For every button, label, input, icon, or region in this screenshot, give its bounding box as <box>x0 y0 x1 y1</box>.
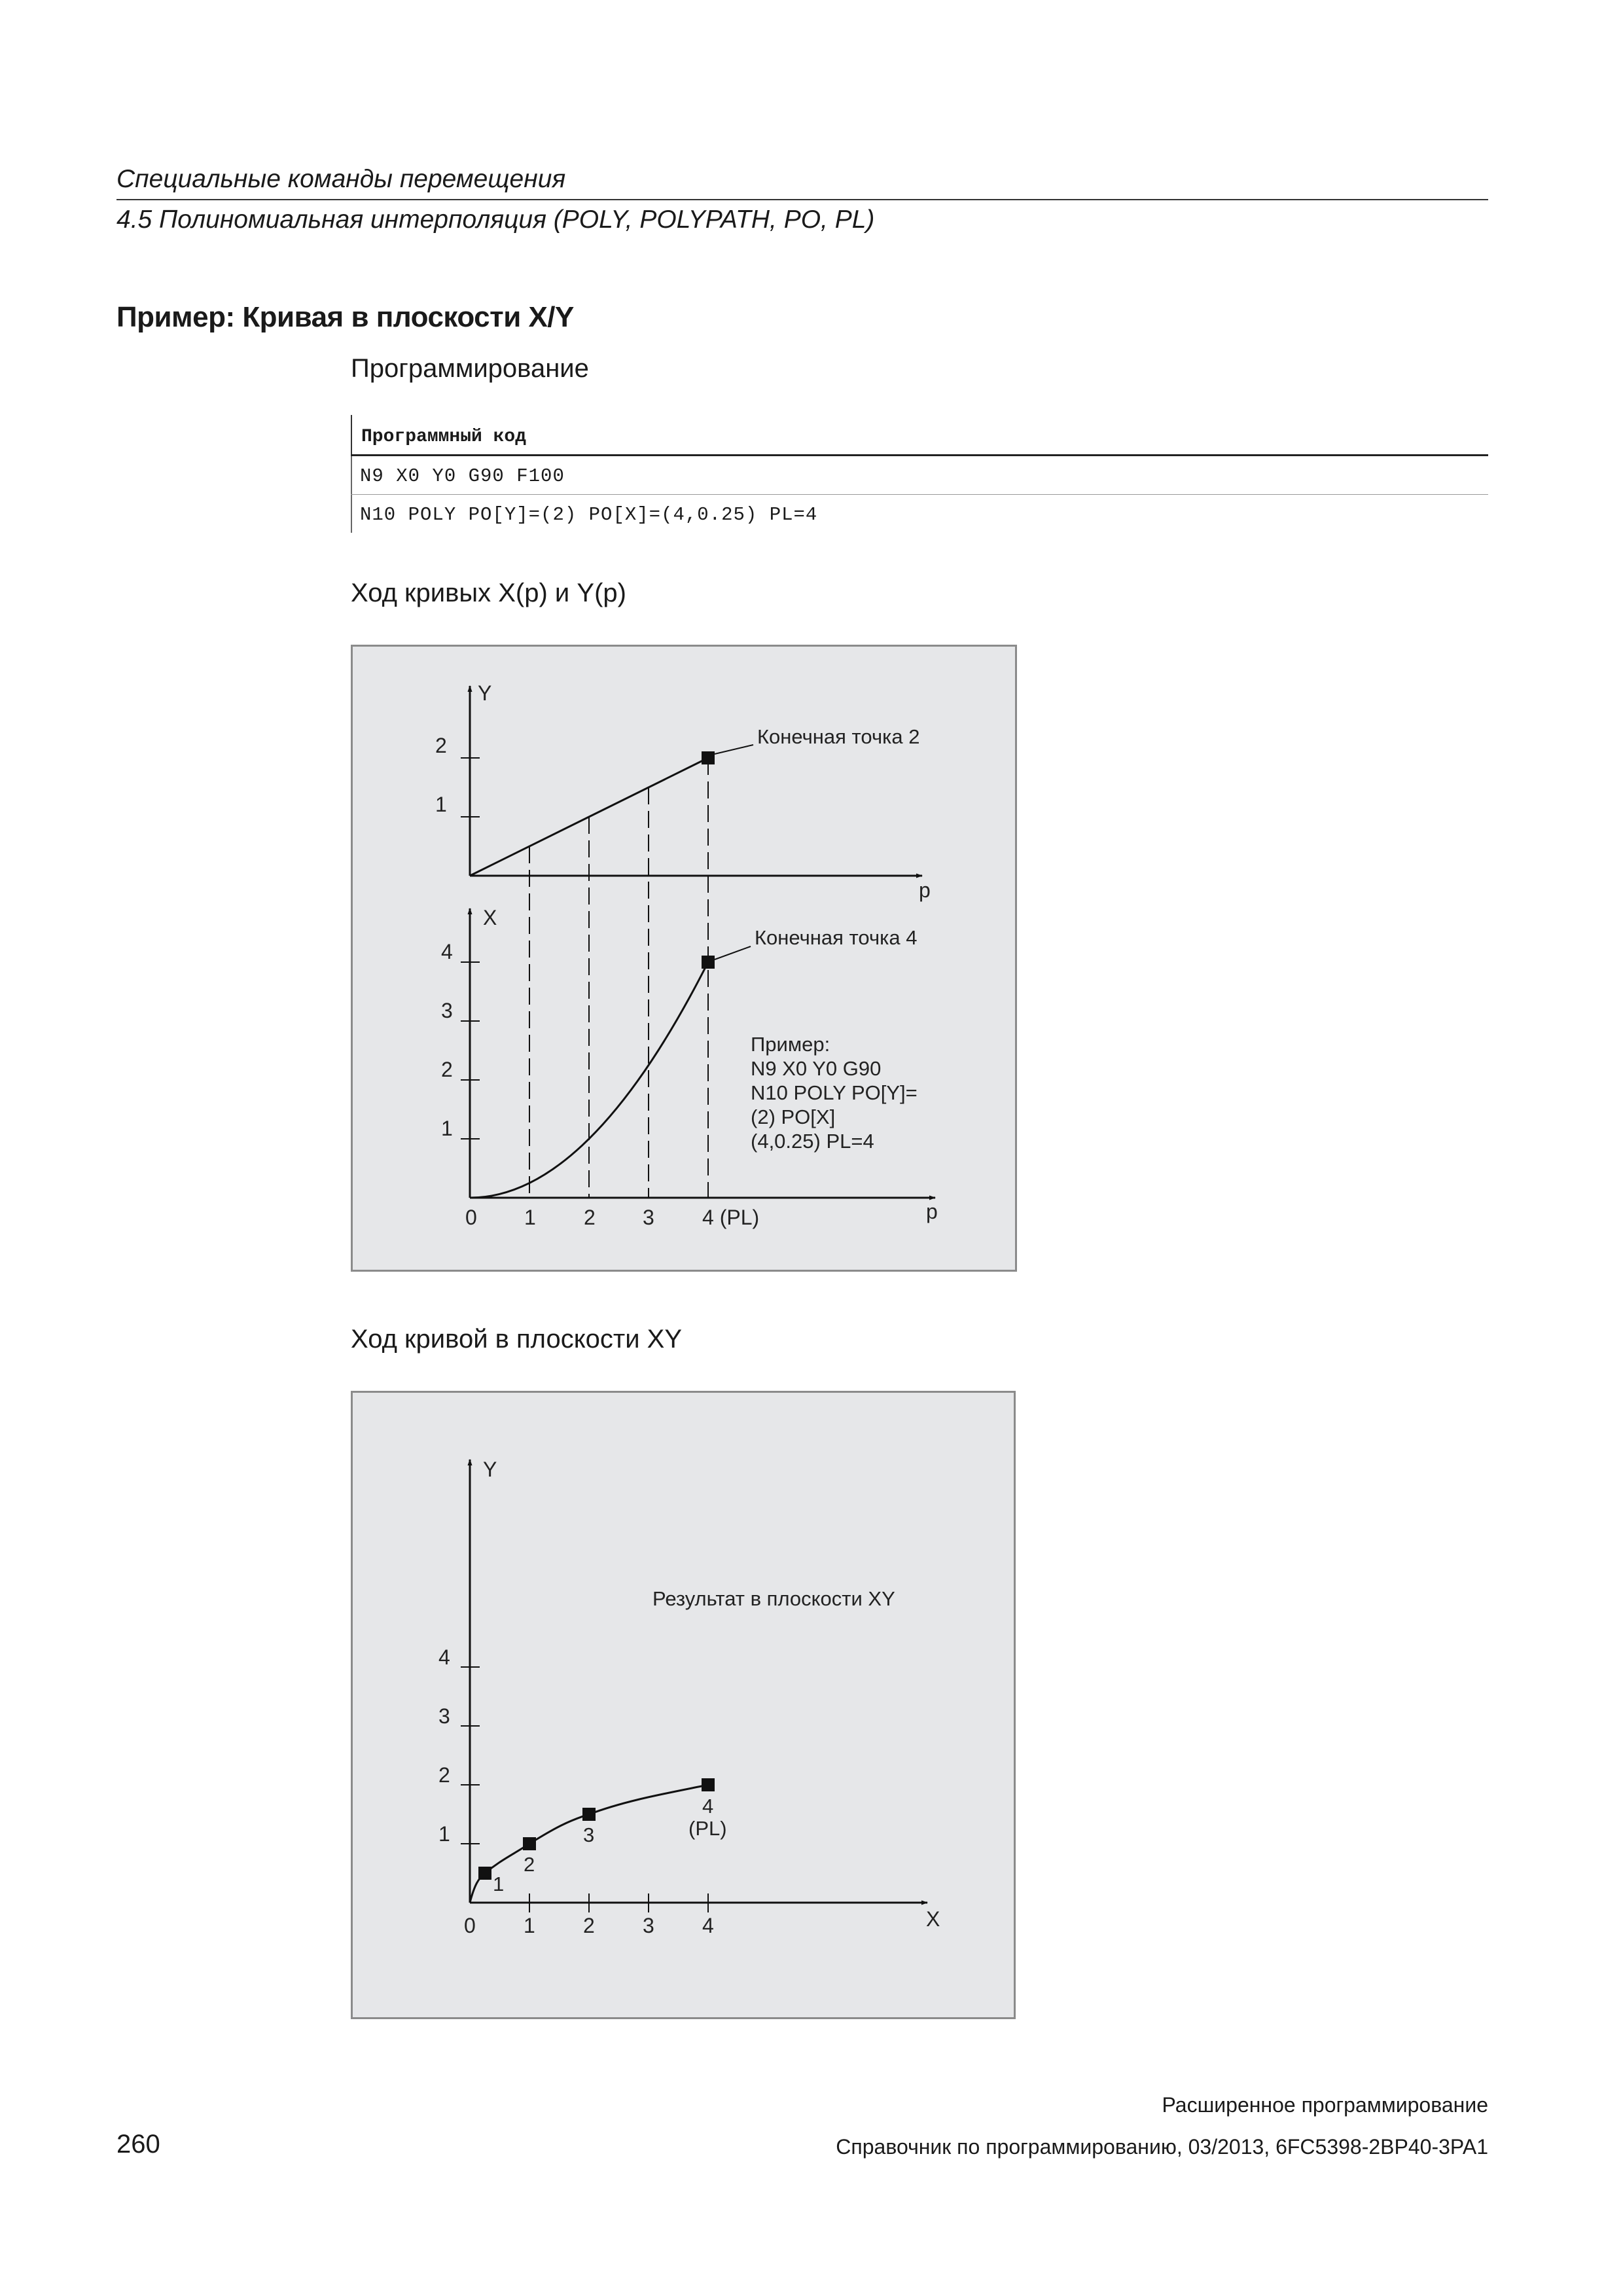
xy-result-label: Результат в плоскости XY <box>652 1587 895 1610</box>
endpoint-x-leader <box>715 946 751 960</box>
xy-point-1 <box>478 1867 491 1880</box>
code-table-header <box>351 415 1489 454</box>
figure1-caption: Ход кривых X(p) и Y(p) <box>351 579 626 607</box>
top-y-tick-label-1: 1 <box>435 793 447 816</box>
xy-y-tick-label-4: 4 <box>438 1645 450 1669</box>
code-table-header-label: Программный код <box>361 427 527 447</box>
xy-point-label-2: 2 <box>524 1853 535 1876</box>
example-line-5: (4,0.25) PL=4 <box>751 1130 874 1153</box>
xy-x-tick-label-2: 2 <box>583 1914 595 1937</box>
xy-x-tick-label-3: 3 <box>643 1914 654 1937</box>
xy-point-label-pl: (PL) <box>688 1817 727 1840</box>
bottom-x-tick-label-2: 2 <box>441 1058 453 1081</box>
bottom-p-tick-labels <box>465 1206 759 1229</box>
running-header-chapter: Специальные команды перемещения <box>116 165 566 193</box>
code-row <box>351 495 1489 533</box>
xy-y-tick-label-3: 3 <box>438 1704 450 1728</box>
endpoint-x-marker <box>702 956 715 969</box>
figure2-caption: Ход кривой в плоскости XY <box>351 1325 683 1354</box>
xy-x-tick-label-0: 0 <box>464 1914 476 1937</box>
bottom-p-axis-label: p <box>926 1200 938 1223</box>
xy-y-axis-label: Y <box>483 1458 497 1481</box>
section-title: Пример: Кривая в плоскости X/Y <box>116 301 574 333</box>
example-line-3: N10 POLY PO[Y]= <box>751 1081 918 1104</box>
bottom-p-tick-label-3: 3 <box>643 1206 654 1229</box>
figure2-box <box>351 1391 1016 2019</box>
bottom-x-tick-label-1: 1 <box>441 1117 453 1140</box>
code-line-2: N10 POLY PO[Y]=(2) PO[X]=(4,0.25) PL=4 <box>360 504 818 526</box>
xy-x-tick-label-4: 4 <box>702 1914 714 1937</box>
code-line-1: N9 X0 Y0 G90 F100 <box>360 465 565 487</box>
endpoint-y-leader <box>715 745 753 754</box>
xy-point-3 <box>582 1808 596 1821</box>
code-row <box>351 456 1489 494</box>
top-p-axis-label: p <box>919 878 931 902</box>
bottom-p-tick-label-2: 2 <box>584 1206 596 1229</box>
programming-label: Программирование <box>351 354 589 383</box>
xy-y-tick-label-2: 2 <box>438 1763 450 1787</box>
dashed-guides <box>529 758 708 1198</box>
footer-edition: Справочник по программированию, 03/2013, 6FC5398-2BP40-3PA1 <box>836 2135 1488 2159</box>
xy-point-label-1: 1 <box>493 1873 505 1895</box>
figure1-svg <box>353 647 1015 1270</box>
top-y-axis-label: Y <box>478 681 492 705</box>
xy-y-tick-label-1: 1 <box>438 1822 450 1846</box>
footer-book-title: Расширенное программирование <box>1162 2093 1488 2117</box>
bottom-x-tick-label-3: 3 <box>441 999 453 1022</box>
endpoint-y-label: Конечная точка 2 <box>757 725 920 748</box>
top-y-ticks <box>435 734 480 817</box>
xy-point-label-4: 4 <box>702 1795 714 1818</box>
figure1-box <box>351 645 1017 1272</box>
xy-point-label-3: 3 <box>583 1823 595 1846</box>
xy-point-2 <box>523 1837 536 1850</box>
xy-y-ticks <box>438 1645 480 1846</box>
endpoint-x-label: Конечная точка 4 <box>755 926 918 949</box>
page-number: 260 <box>116 2130 160 2159</box>
header-rule <box>116 199 1488 200</box>
example-line-4: (2) PO[X] <box>751 1105 836 1128</box>
bottom-x-ticks <box>441 940 480 1140</box>
running-header-section: 4.5 Полиномиальная интерполяция (POLY, POLYPATH, PO, PL) <box>116 206 875 234</box>
bottom-p-tick-label-1: 1 <box>524 1206 536 1229</box>
example-line-2: N9 X0 Y0 G90 <box>751 1057 882 1080</box>
xy-x-tick-label-1: 1 <box>524 1914 535 1937</box>
top-y-tick-label-2: 2 <box>435 734 447 757</box>
xy-x-axis-label: X <box>926 1907 940 1931</box>
example-note <box>751 1033 918 1153</box>
bottom-x-tick-label-4: 4 <box>441 940 453 963</box>
bottom-x-axis-label: X <box>483 906 497 929</box>
xy-x-ticks <box>464 1893 714 1937</box>
bottom-p-tick-label-0: 0 <box>465 1206 477 1229</box>
bottom-p-tick-label-4: 4 (PL) <box>702 1206 760 1229</box>
xy-point-4 <box>702 1778 715 1791</box>
example-line-1: Пример: <box>751 1033 830 1056</box>
figure2-svg <box>353 1393 1014 2017</box>
